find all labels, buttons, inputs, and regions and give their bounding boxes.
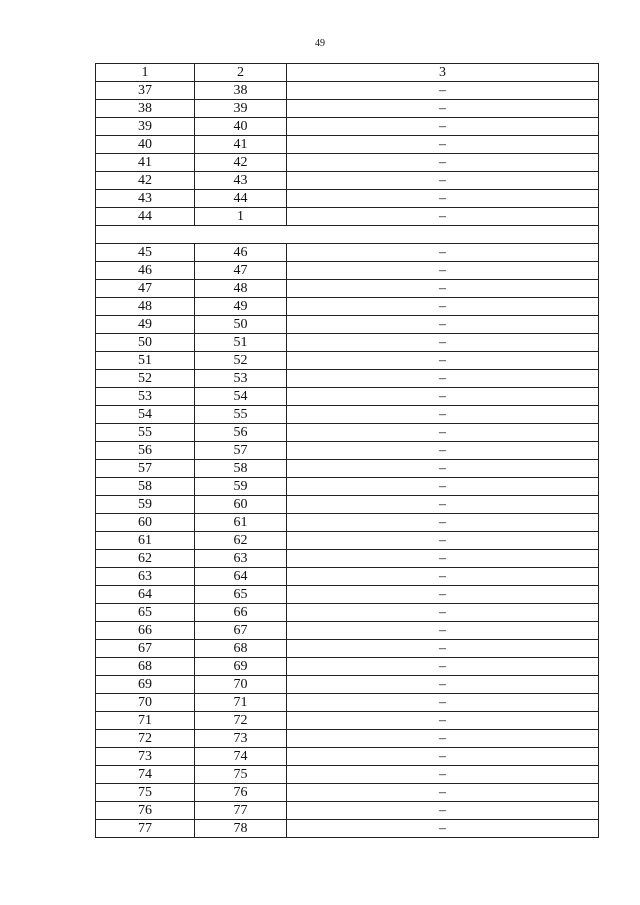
table-cell-dash: – [287,460,599,478]
table-cell: 43 [195,172,287,190]
table-cell: 71 [195,694,287,712]
table-cell-dash: – [287,370,599,388]
data-table-container [95,63,598,838]
table-cell: 74 [96,766,195,784]
table-cell: 52 [195,352,287,370]
table-cell: 55 [96,424,195,442]
table-cell: 48 [96,298,195,316]
table-cell-dash: – [287,154,599,172]
table-cell-dash: – [287,388,599,406]
table-row [96,154,599,172]
table-row [96,442,599,460]
table-row [96,676,599,694]
table-cell: 51 [96,352,195,370]
table-cell: 58 [195,460,287,478]
table-cell: 41 [195,136,287,154]
table-row [96,298,599,316]
table-cell: 43 [96,190,195,208]
table-cell: 40 [195,118,287,136]
table-cell: 52 [96,370,195,388]
table-cell: 67 [96,640,195,658]
table-cell-dash: – [287,442,599,460]
table-cell-dash: – [287,640,599,658]
table-cell: 62 [195,532,287,550]
table-cell: 61 [195,514,287,532]
table-cell: 46 [195,244,287,262]
table-cell: 59 [195,478,287,496]
table-header-row [96,64,599,82]
table-cell-dash: – [287,406,599,424]
table-cell: 63 [195,550,287,568]
table-cell-dash: – [287,550,599,568]
table-cell: 44 [195,190,287,208]
table-cell: 74 [195,748,287,766]
table-cell-dash: – [287,244,599,262]
table-cell: 72 [195,712,287,730]
table-row [96,766,599,784]
table-cell-dash: – [287,136,599,154]
table-cell-dash: – [287,82,599,100]
table-cell: 41 [96,154,195,172]
table-row [96,190,599,208]
table-cell: 73 [195,730,287,748]
table-row [96,118,599,136]
table-row [96,406,599,424]
table-cell: 68 [195,640,287,658]
table-cell: 60 [195,496,287,514]
table-cell: 63 [96,568,195,586]
table-cell: 54 [96,406,195,424]
table-cell: 77 [195,802,287,820]
table-cell-dash: – [287,604,599,622]
table-row [96,208,599,226]
table-cell-dash: – [287,712,599,730]
table-cell: 55 [195,406,287,424]
table-cell-dash: – [287,334,599,352]
table-row [96,244,599,262]
column-header: 1 [96,64,195,82]
table-cell-dash: – [287,172,599,190]
table-cell: 62 [96,550,195,568]
table-cell-dash: – [287,658,599,676]
table-cell: 50 [96,334,195,352]
table-cell-dash: – [287,190,599,208]
table-cell: 58 [96,478,195,496]
table-cell: 47 [195,262,287,280]
table-cell: 68 [96,658,195,676]
table-row [96,586,599,604]
table-row [96,640,599,658]
table-cell: 65 [195,586,287,604]
table-cell: 42 [96,172,195,190]
table-cell: 69 [96,676,195,694]
table-cell: 73 [96,748,195,766]
table-row [96,820,599,838]
table-cell: 76 [96,802,195,820]
table-cell: 38 [195,82,287,100]
table-cell-dash: – [287,694,599,712]
table-cell: 64 [195,568,287,586]
table-cell-dash: – [287,100,599,118]
table-row [96,604,599,622]
column-header: 2 [195,64,287,82]
data-table [95,63,599,838]
table-cell: 39 [96,118,195,136]
table-cell: 76 [195,784,287,802]
table-row [96,532,599,550]
table-row [96,730,599,748]
table-cell-dash: – [287,586,599,604]
table-row [96,172,599,190]
table-row [96,496,599,514]
table-cell-dash: – [287,262,599,280]
table-cell: 57 [195,442,287,460]
table-row [96,100,599,118]
table-cell: 71 [96,712,195,730]
table-cell-dash: – [287,424,599,442]
table-cell-dash: – [287,676,599,694]
table-cell-dash: – [287,568,599,586]
table-cell: 56 [195,424,287,442]
table-cell: 37 [96,82,195,100]
table-row [96,136,599,154]
table-cell: 66 [195,604,287,622]
table-cell: 39 [195,100,287,118]
table-cell-dash: – [287,514,599,532]
table-cell-dash: – [287,298,599,316]
table-cell: 57 [96,460,195,478]
table-row [96,568,599,586]
table-cell: 75 [195,766,287,784]
table-cell-dash: – [287,316,599,334]
table-cell-dash: – [287,478,599,496]
table-cell: 56 [96,442,195,460]
table-row [96,370,599,388]
table-row [96,802,599,820]
table-cell: 69 [195,658,287,676]
table-cell: 78 [195,820,287,838]
table-cell: 67 [195,622,287,640]
table-row [96,658,599,676]
table-cell: 70 [195,676,287,694]
table-cell-dash: – [287,118,599,136]
table-cell: 75 [96,784,195,802]
table-cell: 77 [96,820,195,838]
table-cell: 46 [96,262,195,280]
table-cell-dash: – [287,532,599,550]
table-cell-dash: – [287,784,599,802]
table-row [96,352,599,370]
separator-cell [96,226,599,244]
table-cell: 54 [195,388,287,406]
table-cell-dash: – [287,496,599,514]
table-group-separator [96,226,599,244]
table-cell: 66 [96,622,195,640]
column-header: 3 [287,64,599,82]
table-row [96,388,599,406]
table-row [96,784,599,802]
table-cell-dash: – [287,622,599,640]
table-cell: 48 [195,280,287,298]
table-cell: 49 [96,316,195,334]
table-cell: 60 [96,514,195,532]
table-row [96,514,599,532]
table-cell: 45 [96,244,195,262]
page-number: 49 [315,38,325,49]
table-cell-dash: – [287,748,599,766]
table-cell-dash: – [287,280,599,298]
table-cell-dash: – [287,766,599,784]
table-cell: 38 [96,100,195,118]
table-row [96,712,599,730]
table-row [96,82,599,100]
table-row [96,280,599,298]
table-cell: 70 [96,694,195,712]
table-cell: 49 [195,298,287,316]
table-cell: 51 [195,334,287,352]
table-row [96,262,599,280]
table-cell: 65 [96,604,195,622]
table-cell: 47 [96,280,195,298]
table-cell: 64 [96,586,195,604]
table-cell-dash: – [287,730,599,748]
table-cell: 61 [96,532,195,550]
table-cell: 53 [96,388,195,406]
table-row [96,694,599,712]
table-cell: 44 [96,208,195,226]
table-cell: 59 [96,496,195,514]
table-row [96,550,599,568]
table-cell: 72 [96,730,195,748]
table-row [96,622,599,640]
table-row [96,478,599,496]
table-cell-dash: – [287,802,599,820]
table-row [96,748,599,766]
table-cell: 53 [195,370,287,388]
table-cell: 42 [195,154,287,172]
table-cell-dash: – [287,352,599,370]
table-row [96,316,599,334]
table-cell: 40 [96,136,195,154]
table-row [96,424,599,442]
table-cell: 1 [195,208,287,226]
table-cell-dash: – [287,820,599,838]
table-cell-dash: – [287,208,599,226]
table-cell: 50 [195,316,287,334]
table-row [96,334,599,352]
table-row [96,460,599,478]
